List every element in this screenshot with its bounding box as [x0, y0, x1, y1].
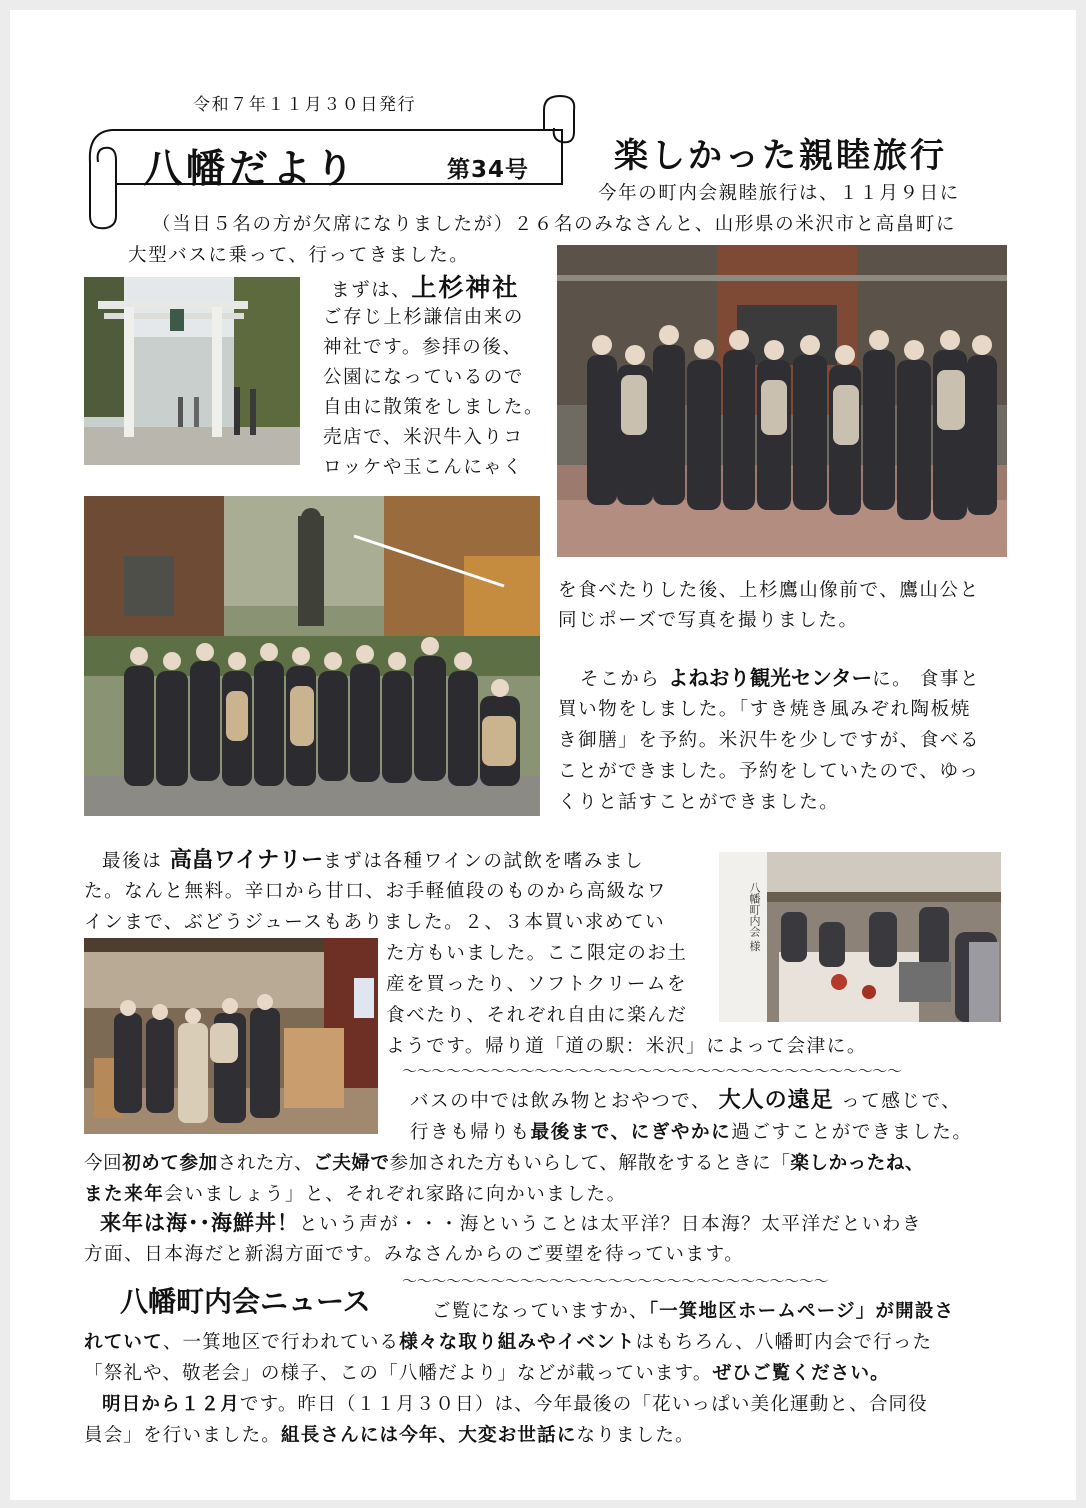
uesugi-line-5: 売店で、米沢牛入りコ: [323, 427, 524, 448]
yoneori-line-4: くりと話すことができました。: [558, 792, 840, 813]
winery-side-line-1: た方もいました。ここ限定のお土: [386, 943, 688, 964]
yoneori-place-name: よねおり観光センター: [667, 666, 873, 690]
winery-shop-photo: [84, 938, 378, 1134]
winery-side-line-4: ようです。帰り道「道の駅：米沢」によって会津に。: [386, 1036, 867, 1057]
bus-line-3: [84, 1148, 924, 1179]
bus-line3e: 参加された方もいらして、解散をするときに「: [389, 1153, 791, 1174]
uesugi-lead: [331, 272, 519, 306]
uesugi-place-name: 上杉神社: [411, 273, 520, 302]
uesugi-line-1: ご存じ上杉謙信由来の: [323, 307, 525, 328]
bus-pre: バスの中では飲み物とおやつで、: [410, 1091, 712, 1112]
yoneori-lead-text: そこから: [580, 669, 661, 690]
bus-highlight: 大人の遠足: [718, 1088, 834, 1113]
news-l5c: なりました。: [576, 1425, 695, 1446]
next-year-line-2: 方面、日本海だと新潟方面です。みなさんからのご要望を待っています。: [84, 1244, 745, 1265]
masthead-title: 八幡だより: [143, 147, 359, 192]
uesugi-lead-text: まずは、: [331, 280, 412, 301]
bus-line2c: 過ごすことができました。: [731, 1122, 973, 1143]
newsletter-page: [10, 10, 1076, 1500]
issue-number: 第34号: [447, 157, 530, 183]
article-headline: 楽しかった親睦旅行: [614, 136, 947, 176]
issue-date: 令和７年１１月３０日発行: [193, 95, 417, 115]
intro-line-2: （当日５名の方が欠席になりましたが）２６名のみなさんと、山形県の米沢市と高畠町に: [152, 214, 957, 235]
news-line-4: [102, 1389, 928, 1420]
news-l1b: 「一箕地区ホームページ」が開設さ: [648, 1301, 955, 1322]
bus-line-1: [410, 1085, 961, 1117]
news-l5a: 員会」を行いました。: [84, 1425, 282, 1446]
yoneori-line-1: 買い物をしました。「すき焼き風みぞれ陶板焼: [558, 699, 971, 720]
winery-after-text: まずは各種ワインの試飲を嗜みまし: [323, 851, 645, 872]
bus-line3b: 初めて参加: [122, 1153, 218, 1174]
news-line-5: [84, 1420, 695, 1451]
news-l2a: れていて: [84, 1332, 163, 1353]
bus-line2a: 行きも帰りも: [410, 1122, 531, 1143]
yoneori-after-text: に。 食事と: [872, 669, 981, 690]
news-line-2: [84, 1327, 932, 1358]
dining-hall-photo: [719, 852, 1001, 1022]
bus-line3f: 楽しかったね、: [790, 1153, 925, 1174]
intro-line-1: 今年の町内会親睦旅行は、１１月９日に: [598, 183, 960, 204]
uesugi-line-2: 神社です。参拝の後、: [323, 337, 523, 358]
uesugi-line-4: 自由に散策をしました。: [323, 397, 545, 418]
news-line-3: [84, 1358, 890, 1389]
yoneori-line-3: ことができました。予約をしていたので、ゆっ: [558, 761, 980, 782]
winery-lead: [102, 845, 644, 877]
uesugi-cont-2: 同じポーズで写真を撮りました。: [558, 610, 859, 631]
news-l4a: 明日から１２月: [102, 1394, 240, 1415]
bus-line3a: 今回: [84, 1153, 123, 1174]
yoneori-line-2: き御膳」を予約。米沢牛を少しですが、食べる: [558, 730, 981, 751]
bus-line3d: ご夫婦で: [313, 1153, 390, 1174]
uesugi-line-3: 公園になっているので: [323, 367, 525, 388]
news-l3a: 「祭礼や、敬老会」の様子、この「八幡だより」などが載っています。: [84, 1363, 713, 1384]
yoneori-lead: [580, 663, 980, 695]
winery-side-line-2: 産を買ったり、ソフトクリームを: [386, 974, 688, 995]
winery-lead-text: 最後は: [102, 851, 163, 872]
bus-line4b: 会いましょう」と、それぞれ家路に向かいました。: [164, 1184, 627, 1205]
news-l4b: です。昨日（１１月３０日）は、今年最後の「花いっぱい美化運動と、合同役: [239, 1394, 928, 1415]
next-year-rest: という声が・・・海ということは太平洋？日本海？太平洋だといわき: [299, 1214, 923, 1235]
bus-post: って感じで、: [841, 1091, 962, 1112]
news-title: 八幡町内会ニュース: [120, 1285, 371, 1318]
dining-table-card: 八幡町内会 様: [748, 882, 761, 952]
shrine-gate-photo: [84, 277, 300, 465]
news-l3b: ぜひご覧ください。: [712, 1363, 890, 1384]
news-l1a: ご覧になっていますか、: [432, 1301, 649, 1322]
next-year-highlight: 来年は海･･海鮮丼！: [100, 1211, 299, 1235]
bus-line-2: [410, 1117, 972, 1148]
winery-line-2: インまで、ぶどうジュースもありました。２、３本買い求めてい: [84, 912, 666, 933]
statue-pose-photo: [84, 496, 540, 816]
bus-line4a: また来年: [84, 1184, 165, 1205]
bus-line-4: [84, 1179, 627, 1210]
intro-line-3: 大型バスに乗って、行ってきました。: [128, 245, 470, 266]
bus-line3c: された方、: [217, 1153, 314, 1174]
news-l5b: 組長さんには今年、大変お世話に: [281, 1425, 577, 1446]
news-l2b: 、一箕地区で行われている: [162, 1332, 400, 1353]
bus-line2b: 最後まで、にぎやかに: [530, 1122, 732, 1143]
wave-divider-1: 〜〜〜〜〜〜〜〜〜〜〜〜〜〜〜〜〜〜〜〜〜〜〜〜〜〜〜〜〜〜〜〜〜〜: [402, 1062, 902, 1080]
next-year-line-1: [100, 1208, 922, 1240]
group-photo-building: [557, 245, 1007, 557]
winery-place-name: 高畠ワイナリー: [169, 848, 324, 873]
news-l2d: はもちろん、八幡町内会で行った: [635, 1332, 933, 1353]
winery-side-line-3: 食べたり、それぞれ自由に楽んだ: [386, 1005, 688, 1026]
winery-line-1: た。なんと無料。辛口から甘口、お手軽値段のものから高級なワ: [84, 881, 667, 902]
uesugi-cont-1: を食べたりした後、上杉鷹山像前で、鷹山公と: [558, 580, 980, 601]
news-line-1: [432, 1296, 954, 1327]
uesugi-line-6: ロッケや玉こんにゃく: [323, 457, 524, 478]
news-l2c: 様々な取り組みやイベント: [399, 1332, 636, 1353]
wave-divider-2: 〜〜〜〜〜〜〜〜〜〜〜〜〜〜〜〜〜〜〜〜〜〜〜〜〜〜〜〜〜: [402, 1272, 829, 1290]
